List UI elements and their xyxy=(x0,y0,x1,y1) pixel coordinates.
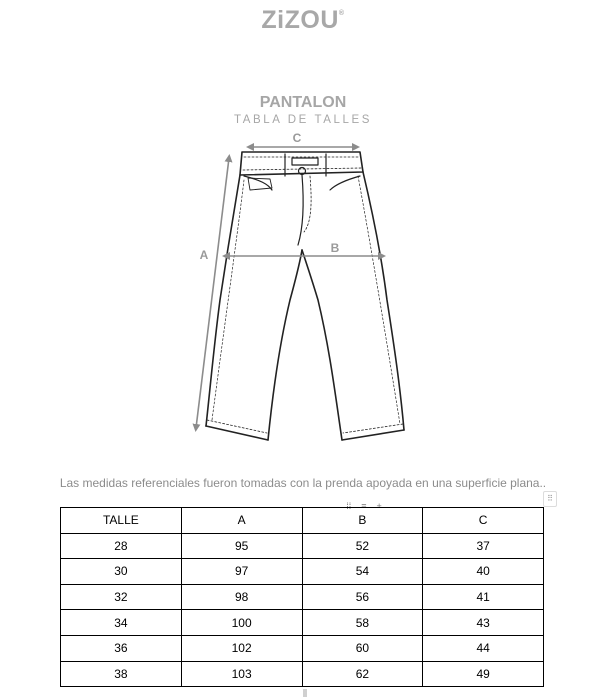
right-outseam xyxy=(363,172,404,430)
label-b: B xyxy=(330,241,340,255)
cell-b: 52 xyxy=(302,533,423,559)
table-row xyxy=(61,533,544,559)
right-pocket xyxy=(330,176,360,190)
table-row xyxy=(61,635,544,661)
measure-a-line xyxy=(196,158,229,428)
resize-handle[interactable] xyxy=(303,689,307,697)
header-c: C xyxy=(423,508,544,534)
table-row xyxy=(61,584,544,610)
header-b: B xyxy=(302,508,423,534)
label-a: A xyxy=(199,248,209,262)
sort-lines-icon[interactable]: ≡ xyxy=(361,501,367,511)
drag-dots-icon[interactable]: ⁞⁞ xyxy=(346,501,352,511)
cell-b: 60 xyxy=(302,635,423,661)
left-hem xyxy=(206,426,268,440)
cell-talle: 32 xyxy=(61,584,182,610)
waistband xyxy=(240,152,363,175)
table-header-row xyxy=(61,508,544,534)
table-drag-handle-icon[interactable]: ⠿ xyxy=(543,491,557,507)
cell-b: 62 xyxy=(302,661,423,687)
cell-c: 49 xyxy=(423,661,544,687)
cell-talle: 38 xyxy=(61,661,182,687)
cell-a: 95 xyxy=(181,533,302,559)
cell-talle: 34 xyxy=(61,610,182,636)
registered-mark: ® xyxy=(338,10,345,17)
cell-c: 43 xyxy=(423,610,544,636)
cell-c: 41 xyxy=(423,584,544,610)
cell-c: 40 xyxy=(423,559,544,585)
fly xyxy=(298,175,303,245)
brand-logo: ZiZOU® xyxy=(261,6,345,34)
cell-a: 98 xyxy=(181,584,302,610)
cell-c: 44 xyxy=(423,635,544,661)
cell-a: 97 xyxy=(181,559,302,585)
cell-a: 103 xyxy=(181,661,302,687)
size-chart-subtitle: TABLA DE TALLES xyxy=(233,114,373,126)
header-talle: TALLE xyxy=(61,508,182,534)
cell-a: 102 xyxy=(181,635,302,661)
table-row xyxy=(61,559,544,585)
cell-talle: 28 xyxy=(61,533,182,559)
left-inseam xyxy=(268,250,302,440)
cell-talle: 36 xyxy=(61,635,182,661)
garment-title: PANTALON xyxy=(259,94,347,111)
add-column-icon[interactable]: + xyxy=(376,501,382,511)
cell-c: 37 xyxy=(423,533,544,559)
table-row xyxy=(61,661,544,687)
label-c: C xyxy=(292,131,302,145)
front-label xyxy=(292,158,318,165)
cell-b: 58 xyxy=(302,610,423,636)
header-a: A xyxy=(181,508,302,534)
cell-b: 54 xyxy=(302,559,423,585)
table-row xyxy=(61,610,544,636)
cell-b: 56 xyxy=(302,584,423,610)
measurement-note: Las medidas referenciales fueron tomadas con la prenda apoyada en una superficie plana.. xyxy=(59,476,547,490)
right-inseam xyxy=(302,250,342,440)
cell-talle: 30 xyxy=(61,559,182,585)
size-table xyxy=(60,507,544,687)
cell-a: 100 xyxy=(181,610,302,636)
